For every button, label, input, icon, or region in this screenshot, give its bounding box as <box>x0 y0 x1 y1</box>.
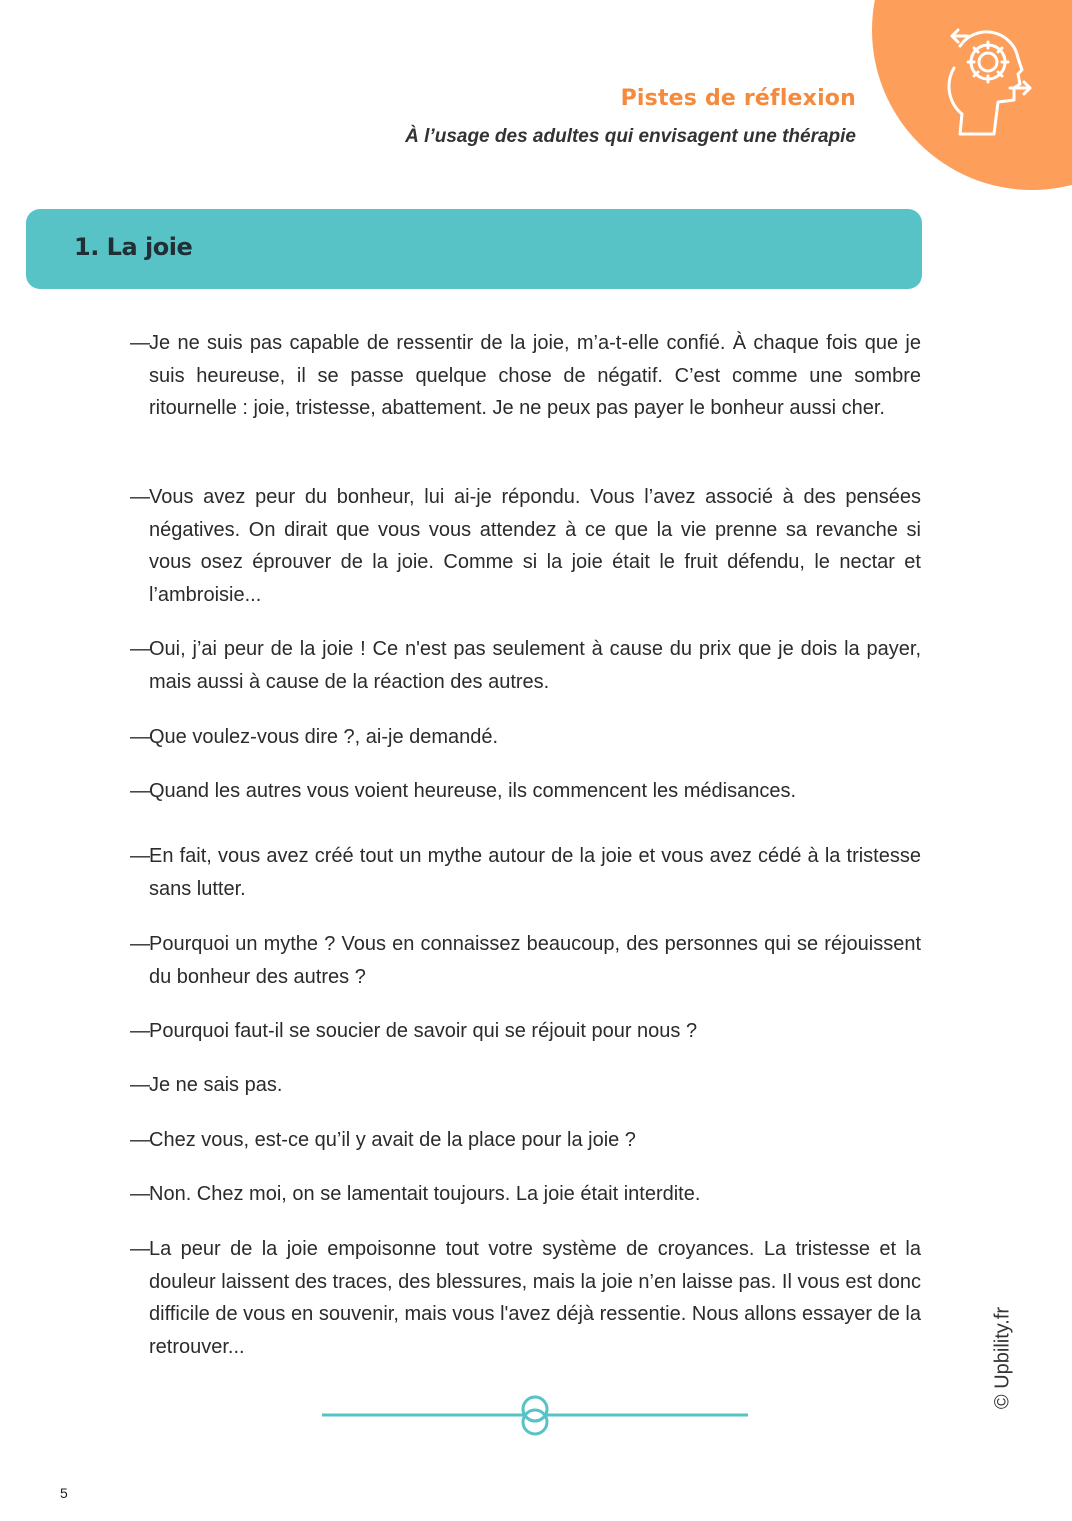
dialogue-line <box>130 1015 921 1048</box>
dialogue-text: Que voulez-vous dire ?, ai-je demandé. <box>149 726 499 748</box>
dash-mark: — <box>130 638 150 660</box>
dialogue-line <box>130 1124 921 1157</box>
dash-mark: — <box>130 780 150 802</box>
dialogue-line <box>130 775 921 808</box>
dash-mark: — <box>130 332 150 354</box>
dialogue-text: En fait, vous avez créé tout un mythe autour de la joie et vous avez cédé à la tristesse sans lutter. <box>149 845 921 900</box>
dialogue-line <box>130 327 921 425</box>
dialogue-text: Quand les autres vous voient heureuse, ils commencent les médisances. <box>149 780 797 802</box>
dialogue-text: Pourquoi faut-il se soucier de savoir qui se réjouit pour nous ? <box>149 1020 698 1042</box>
section-banner <box>26 209 922 289</box>
dash-mark: — <box>130 1074 150 1096</box>
dialogue-line <box>130 1233 921 1364</box>
dialogue-line <box>130 1069 921 1102</box>
dash-mark: — <box>130 1129 150 1151</box>
header-subtitle: À l’usage des adultes qui envisagent une thérapie <box>405 126 856 147</box>
dialogue-line <box>130 928 921 993</box>
header-title: Pistes de réflexion <box>620 86 856 111</box>
dialogue-text: Oui, j’ai peur de la joie ! Ce n'est pas seulement à cause du prix que je dois la payer, mais aussi à cause de la réaction des autres. <box>149 638 921 693</box>
dialogue-text: Pourquoi un mythe ? Vous en connaissez beaucoup, des personnes qui se réjouissent du bonheur des autres ? <box>149 933 921 988</box>
copyright-credit: © Upbility.fr <box>991 1306 1014 1410</box>
dialogue-line <box>130 721 921 754</box>
dialogue-text: Chez vous, est-ce qu’il y avait de la place pour la joie ? <box>149 1129 636 1151</box>
dash-mark: — <box>130 845 150 867</box>
dialogue-text: Non. Chez moi, on se lamentait toujours. La joie était interdite. <box>149 1183 701 1205</box>
dash-mark: — <box>130 1238 150 1260</box>
dialogue-line <box>130 840 921 905</box>
dash-mark: — <box>130 1020 150 1042</box>
dialogue-line <box>130 1178 921 1211</box>
page-number: 5 <box>60 1485 68 1501</box>
dialogue-text: Je ne sais pas. <box>149 1074 283 1096</box>
dash-mark: — <box>130 1183 150 1205</box>
head-gear-arrows-icon <box>938 18 1034 142</box>
interlocked-rings-icon <box>322 1395 748 1437</box>
dash-mark: — <box>130 933 150 955</box>
section-title: 1. La joie <box>74 233 193 261</box>
dialogue-text: Vous avez peur du bonheur, lui ai-je répondu. Vous l’avez associé à des pensées négatives. On dirait que vous vous attendez à ce que la vie prenne sa revanche si vous osez éprouver de la joie. Comme si la joie était le fruit défendu, le nectar et l’ambroisie... <box>149 486 921 607</box>
dialogue-text: Je ne suis pas capable de ressentir de la joie, m’a-t-elle confié. À chaque fois que je suis heureuse, il se passe quelque chose de négatif. C’est comme une sombre ritournelle : joie, tristesse, abattement. Je ne peux pas payer le bonheur aussi cher. <box>149 332 921 420</box>
dialogue-line <box>130 481 921 612</box>
dash-mark: — <box>130 726 150 748</box>
dialogue-line <box>130 633 921 698</box>
dialogue-text: La peur de la joie empoisonne tout votre système de croyances. La tristesse et la douleur laissent des traces, des blessures, mais la joie n’en laisse pas. Il vous est donc difficile de vous en souvenir, mais vous l'avez déjà ressentie. Nous allons essayer de la retrouver... <box>149 1238 921 1359</box>
dash-mark: — <box>130 486 150 508</box>
